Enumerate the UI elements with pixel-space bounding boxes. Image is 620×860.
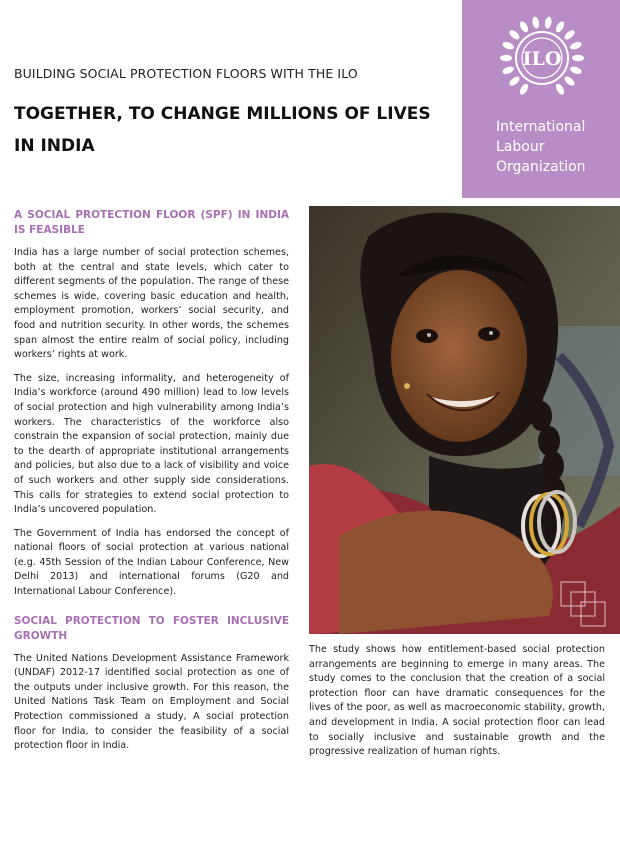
paragraph: The size, increasing informality, and heterogeneity of India’s workforce (around 490 million) lead to low levels of social protection and high vulnerability among India’s workers. The characteristics of the workforce also constrain the expansion of social protection, mainly due to the dearth of appropriate institutional arrangements and policies, but also due to a lack of visibility and voice of such workers and other supply side considerations. This calls for strategies to extend social protection to India’s uncovered population. [14, 372, 289, 516]
paragraph: The Government of India has endorsed the concept of national floors of social protection at various national (e.g. 45th Session of the Indian Labour Conference, New Delhi 2013) and international forums (G20 and International Labour Conference). [14, 527, 289, 598]
section-heading-inclusive-growth: SOCIAL PROTECTION TO FOSTER INCLUSIVE GROWTH [14, 614, 289, 642]
right-column [309, 643, 605, 769]
section-heading-spf-feasible: A SOCIAL PROTECTION FLOOR (SPF) IN INDIA IS FEASIBLE [14, 209, 289, 236]
ilo-name-line-3: Organization [496, 159, 586, 175]
paragraph: The United Nations Development Assistance Framework (UNDAF) 2012-17 identified social protection as one of the outputs under inclusive growth. For this reason, the United Nations Task Team on Employment and Social Protection commissioned a study, A social protection floor for India, to consider the feasibility of a social protection floor in India. [14, 652, 289, 752]
document-title: TOGETHER, TO CHANGE MILLIONS OF LIVES IN INDIA [14, 104, 431, 156]
photo-illustration [309, 206, 620, 634]
ilo-name-line-2: Labour [496, 139, 545, 155]
girl-photo [309, 206, 620, 634]
paragraph: India has a large number of social protection schemes, both at the central and state levels, which cater to different segments of the population. The range of these schemes is wide, covering basic education and health, employment promotion, workers’ social security, and food and nutrition security. In other words, the schemes span almost the entire realm of social policy, including workers’ rights at work. [14, 247, 289, 361]
ilo-brand-panel [462, 0, 620, 198]
ilo-logo-icon [498, 14, 586, 102]
paragraph: The study shows how entitlement-based social protection arrangements are beginning to emerge in many areas. The study comes to the conclusion that the creation of a social protection floor can have dramatic consequences for the lives of the poor, as well as macroeconomic stability, growth, and development in India. A social protection floor can lead to socially inclusive and sustainable growth and the progressive realization of human rights. [309, 644, 605, 758]
left-column [14, 208, 289, 763]
ilo-organization-name [496, 117, 618, 177]
ilo-logo-text: ILO [522, 48, 562, 70]
ilo-name-line-1: International [496, 119, 586, 135]
document-kicker: BUILDING SOCIAL PROTECTION FLOORS WITH THE ILO [14, 66, 358, 81]
